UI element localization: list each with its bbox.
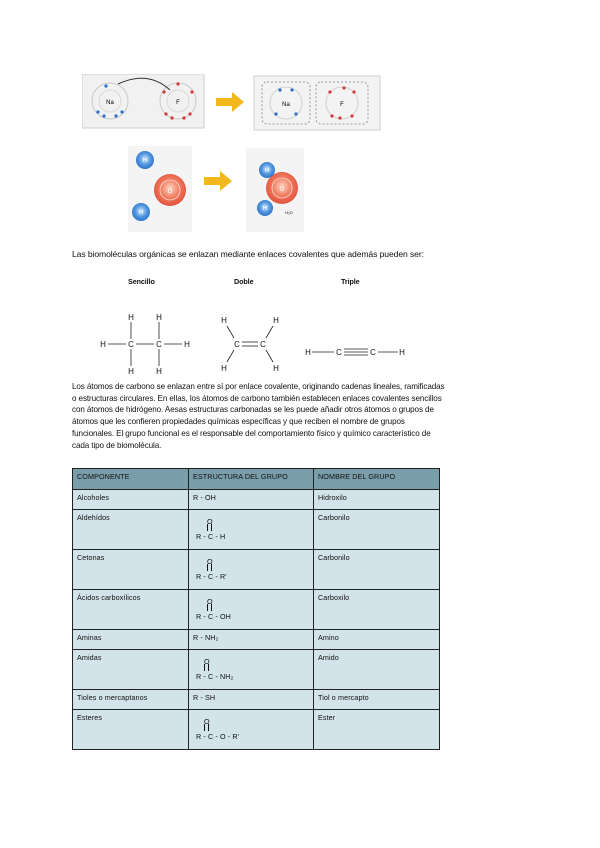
cell-name: Hidroxilo xyxy=(314,490,440,510)
h-bonded-top-label: H xyxy=(264,168,270,174)
yellow-arrow-icon xyxy=(216,92,244,112)
paragraph-line: o estructuras circulares. En ellas, los átomos de carbono también establecen enlaces covalentes sencillos xyxy=(72,393,442,403)
cell-component: Cetonas xyxy=(73,550,189,590)
table-row xyxy=(73,490,440,510)
svg-text:H: H xyxy=(305,348,311,357)
header-name: NOMBRE DEL GRUPO xyxy=(314,469,440,490)
h-label-top: H xyxy=(142,158,148,164)
ethene-atoms xyxy=(221,316,279,373)
cell-name: Carbonilo xyxy=(314,510,440,550)
na-label: Na xyxy=(106,100,114,106)
cell-component: Esteres xyxy=(73,710,189,750)
svg-text:H: H xyxy=(128,313,134,322)
svg-text:H: H xyxy=(100,340,106,349)
carbonyl-oxygen: O xyxy=(207,557,213,566)
water-caption: H₂O xyxy=(285,210,293,215)
paragraph-line: cada tipo de biomolécula. xyxy=(72,440,162,450)
cell-name: Tiol o mercapto xyxy=(314,690,440,710)
bond-label-triple: Triple xyxy=(341,277,360,286)
table-row xyxy=(73,650,440,690)
table-header-row xyxy=(73,469,440,490)
svg-text:C: C xyxy=(128,340,134,349)
svg-text:H: H xyxy=(221,364,227,373)
ethane-atoms xyxy=(100,313,190,376)
double-bond xyxy=(207,604,212,611)
f-label: F xyxy=(176,100,180,106)
ethyne-structure xyxy=(312,349,398,355)
table-row xyxy=(73,630,440,650)
yellow-arrow-icon xyxy=(204,171,232,191)
paragraph-line: Los átomos de carbono se enlazan entre sí por enlace covalente, originando cadenas lineales, ramificadas xyxy=(72,382,445,391)
cell-name: Amino xyxy=(314,630,440,650)
svg-text:C: C xyxy=(234,340,240,349)
cell-component: Amidas xyxy=(73,650,189,690)
na-ion-label: Na xyxy=(282,102,290,108)
after-panel xyxy=(254,76,380,130)
carbonyl-oxygen: O xyxy=(207,517,213,526)
ethane-structure xyxy=(108,322,182,366)
cell-structure xyxy=(189,590,314,630)
cell-component: Aminas xyxy=(73,630,189,650)
paragraph-line: átomos que les confieren propiedades químicas específicas y que reciben el nombre de grupos xyxy=(72,417,405,427)
svg-text:C: C xyxy=(156,340,162,349)
svg-text:C: C xyxy=(336,348,342,357)
svg-text:H: H xyxy=(128,367,134,376)
structure-formula: R - C - OH xyxy=(196,612,231,621)
cell-structure xyxy=(189,550,314,590)
o-label: O xyxy=(167,189,173,195)
table-row xyxy=(73,550,440,590)
carbon-paragraph xyxy=(72,381,512,451)
double-bond xyxy=(207,524,212,531)
cell-component: Aldehídos xyxy=(73,510,189,550)
svg-text:H: H xyxy=(273,316,279,325)
svg-text:C: C xyxy=(370,348,376,357)
cell-structure: R - OH xyxy=(189,490,314,510)
table-row xyxy=(73,590,440,630)
bond-label-double: Doble xyxy=(234,277,254,286)
double-bond xyxy=(204,724,209,731)
paragraph-line: con átomos de hidrógeno. Aesas estructuras carbonadas se les puede añadir otros átomos o grupos de xyxy=(72,405,434,415)
structure-formula: R - C - H xyxy=(196,532,226,541)
cell-component: Ácidos carboxílicos xyxy=(73,590,189,630)
cell-component: Alcoholes xyxy=(73,490,189,510)
cell-structure: R - NH₂ xyxy=(189,630,314,650)
bond-structures xyxy=(96,306,426,382)
carbonyl-oxygen: O xyxy=(207,597,213,606)
cell-name: Amido xyxy=(314,650,440,690)
header-structure: ESTRUCTURA DEL GRUPO xyxy=(189,469,314,490)
functional-groups-table xyxy=(72,468,440,750)
double-bond xyxy=(204,664,209,671)
structure-formula: R - C - O - R' xyxy=(196,732,240,741)
table-row xyxy=(73,510,440,550)
cell-structure xyxy=(189,710,314,750)
structure-formula: R - C - R' xyxy=(196,572,227,581)
cell-component: Tioles o mercaptanos xyxy=(73,690,189,710)
header-component: COMPONENTE xyxy=(73,469,189,490)
before-panel xyxy=(82,74,204,128)
ionic-bond-figure xyxy=(82,74,382,132)
cell-structure xyxy=(189,510,314,550)
cell-name: Carbonilo xyxy=(314,550,440,590)
h-label-bottom: H xyxy=(138,210,144,216)
svg-text:H: H xyxy=(184,340,190,349)
covalent-bond-figure xyxy=(128,146,308,234)
svg-text:H: H xyxy=(221,316,227,325)
paragraph-line: funcionales. El grupo funcional es el responsable del comportamiento físico y químico característico de xyxy=(72,428,431,438)
bond-label-single: Sencillo xyxy=(128,277,155,286)
intro-sentence: Las biomoléculas orgánicas se enlazan mediante enlaces covalentes que además pueden ser: xyxy=(72,249,424,259)
svg-text:C: C xyxy=(260,340,266,349)
carbonyl-oxygen: O xyxy=(204,717,210,726)
svg-text:H: H xyxy=(156,367,162,376)
svg-text:H: H xyxy=(399,348,405,357)
h-bonded-bottom-label: H xyxy=(262,206,268,212)
o-bonded-label: O xyxy=(279,187,285,193)
cell-structure: R - SH xyxy=(189,690,314,710)
table-row xyxy=(73,690,440,710)
cell-name: Ester xyxy=(314,710,440,750)
cell-name: Carboxilo xyxy=(314,590,440,630)
svg-text:H: H xyxy=(273,364,279,373)
f-ion-label: F xyxy=(340,102,344,108)
carbonyl-oxygen: O xyxy=(204,657,210,666)
table-row xyxy=(73,710,440,750)
cell-structure xyxy=(189,650,314,690)
double-bond xyxy=(207,564,212,571)
structure-formula: R - C - NH₂ xyxy=(196,672,234,681)
svg-text:H: H xyxy=(156,313,162,322)
